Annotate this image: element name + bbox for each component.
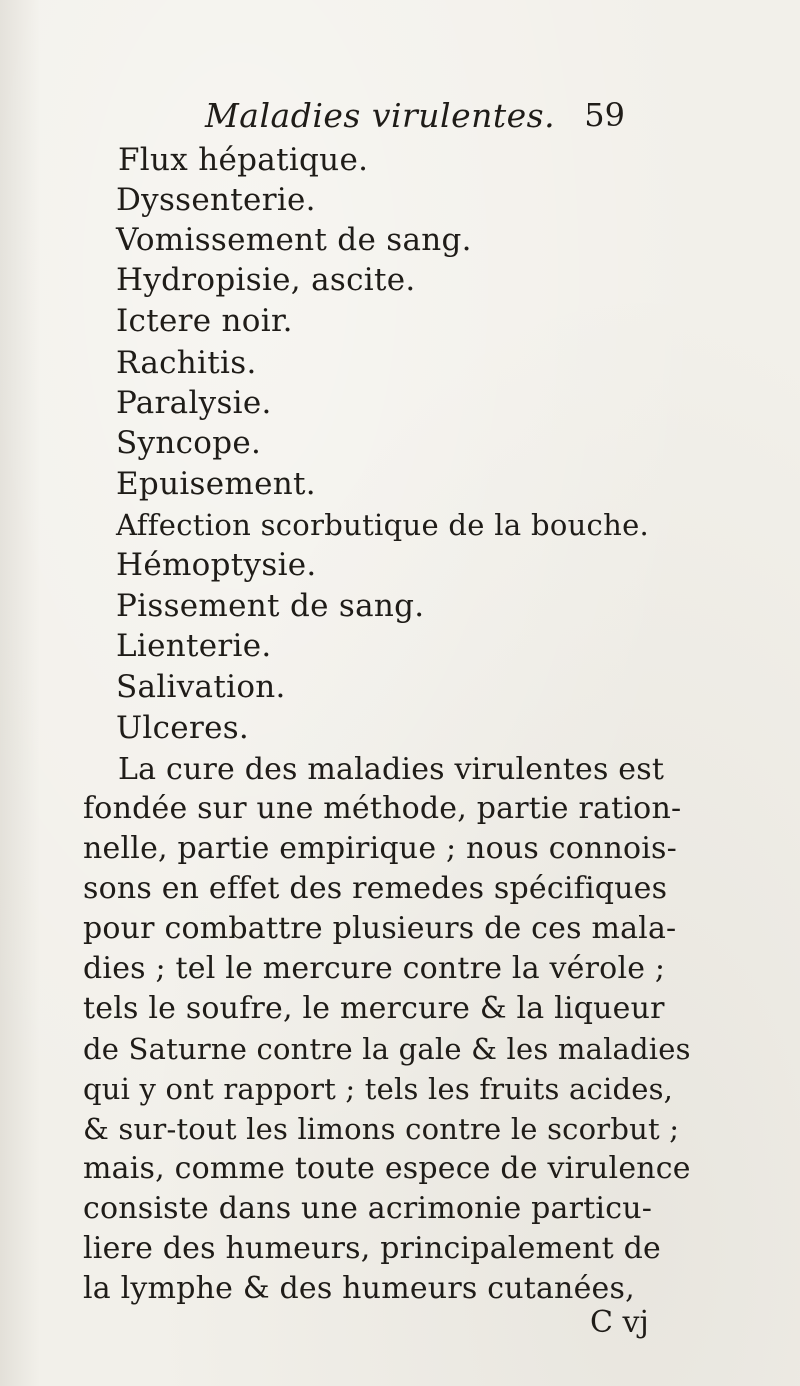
list-item: Vomissement de sang. <box>116 222 472 258</box>
paragraph-line: nelle, partie empirique ; nous connois- <box>83 831 677 866</box>
paragraph-line: mais, comme toute espece de virulence <box>83 1151 691 1186</box>
list-item: Syncope. <box>116 425 262 461</box>
list-item: Rachitis. <box>116 345 257 381</box>
paragraph-line: qui y ont rapport ; tels les fruits acides, <box>83 1072 674 1106</box>
list-item: Flux hépatique. <box>118 142 369 178</box>
paragraph-line: liere des humeurs, principalement de <box>83 1231 662 1266</box>
list-item: Dyssenterie. <box>116 182 316 218</box>
catchword: C vj <box>590 1305 649 1340</box>
running-title: Maladies virulentes. <box>205 96 556 135</box>
list-item: Epuisement. <box>116 466 316 502</box>
list-item: Pissement de sang. <box>116 588 425 624</box>
paragraph-line: fondée sur une méthode, partie ration- <box>83 791 682 826</box>
list-item: Affection scorbutique de la bouche. <box>116 508 650 542</box>
list-item: Hémoptysie. <box>116 547 317 583</box>
list-item: Hydropisie, ascite. <box>116 262 416 298</box>
paragraph-line: La cure des maladies virulentes est <box>118 752 665 787</box>
list-item: Ulceres. <box>116 710 250 746</box>
list-item: Lienterie. <box>116 628 272 664</box>
page-header <box>205 96 625 140</box>
list-item: Ictere noir. <box>116 303 293 339</box>
paragraph-line: la lymphe & des humeurs cutanées, <box>83 1271 635 1306</box>
paragraph-line: & sur-tout les limons contre le scorbut ; <box>83 1112 680 1146</box>
list-item: Paralysie. <box>116 385 272 421</box>
paragraph-line: dies ; tel le mercure contre la vérole ; <box>83 951 666 986</box>
binding-shadow <box>0 0 40 1386</box>
paragraph-line: sons en effet des remedes spécifiques <box>83 871 668 906</box>
paragraph-line: pour combattre plusieurs de ces mala- <box>83 911 677 946</box>
paragraph-line: tels le soufre, le mercure & la liqueur <box>83 991 665 1026</box>
paragraph-line: consiste dans une acrimonie particu- <box>83 1191 653 1226</box>
list-item: Salivation. <box>116 669 286 705</box>
paragraph-line: de Saturne contre la gale & les maladies <box>83 1032 691 1066</box>
page-number: 59 <box>584 96 625 134</box>
